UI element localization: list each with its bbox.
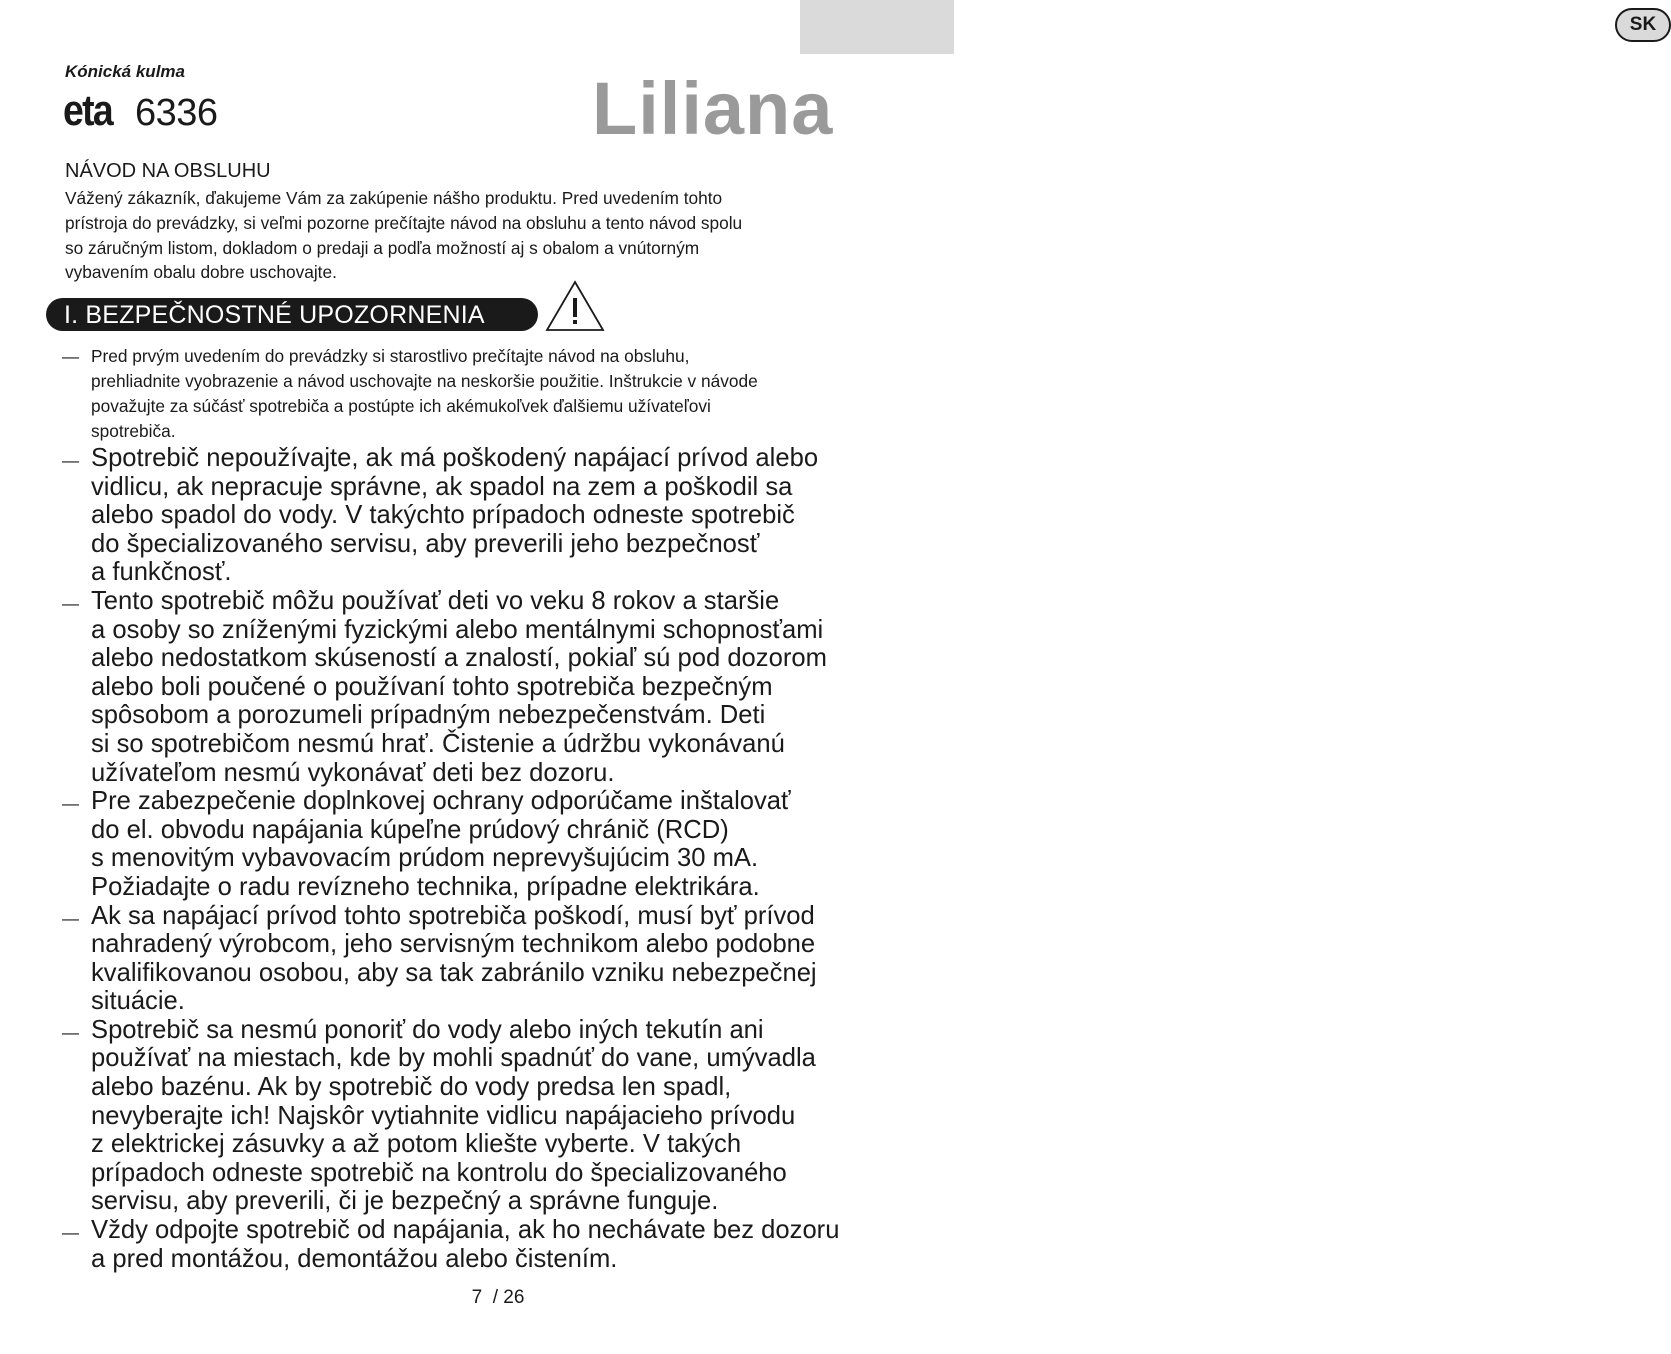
item-line: kvalifikovanou osobou, aby sa tak zabránilo vzniku nebezpečnej bbox=[91, 958, 817, 987]
bullet-dash: — bbox=[62, 1022, 79, 1042]
item-line: Tento spotrebič môžu používať deti vo veku 8 rokov a staršie bbox=[91, 586, 780, 615]
product-name: Liliana bbox=[592, 67, 834, 150]
item-line: alebo nedostatkom skúseností a znalostí, pokiaľ sú pod dozorom bbox=[91, 644, 827, 673]
item-line: a pred montážou, demontážou alebo čistením. bbox=[91, 1244, 618, 1273]
page-total: 26 bbox=[503, 1287, 525, 1308]
item-line: do el. obvodu napájania kúpeľne prúdový chránič (RCD) bbox=[91, 815, 729, 844]
item-line: nevyberajte ich! Najskôr vytiahnite vidlicu napájacieho prívodu bbox=[91, 1101, 796, 1130]
item-line: si so spotrebičom nesmú hrať. Čistenie a údržbu vykonávanú bbox=[91, 729, 785, 758]
intro-line: so záručným listom, dokladom o predaji a podľa možností aj s obalom a vnútorným bbox=[65, 237, 700, 258]
safety-heading: I. BEZPEČNOSTNÉ UPOZORNENIA bbox=[46, 298, 538, 331]
item-line: Spotrebič nepoužívajte, ak má poškodený napájací prívod alebo bbox=[91, 444, 819, 472]
item-line: Spotrebič sa nesmú ponoriť do vody alebo iných tekutín ani bbox=[91, 1015, 764, 1044]
safety-item bbox=[62, 344, 902, 444]
item-line: vidlicu, ak nepracuje správne, ak spadol na zem a poškodil sa bbox=[91, 472, 793, 501]
item-line: a funkčnosť. bbox=[91, 558, 232, 587]
page-number bbox=[0, 1287, 954, 1309]
brand-model bbox=[63, 86, 218, 138]
page-current: 7 bbox=[471, 1287, 483, 1308]
language-badge: SK bbox=[1615, 8, 1671, 42]
safety-list bbox=[62, 344, 902, 1273]
item-line: alebo bazénu. Ak by spotrebič do vody predsa len spadl, bbox=[91, 1073, 732, 1102]
item-line: alebo boli poučené o používaní tohto spotrebiča bezpečným bbox=[91, 672, 773, 701]
item-line: Pred prvým uvedením do prevádzky si starostlivo prečítajte návod na obsluhu, bbox=[91, 346, 690, 366]
item-line: Vždy odpojte spotrebič od napájania, ak ho nechávate bez dozoru bbox=[91, 1216, 840, 1245]
item-line: užívateľom nesmú vykonávať deti bez dozoru. bbox=[91, 758, 615, 787]
manual-section-label: NÁVOD NA OBSLUHU bbox=[65, 160, 271, 182]
item-line: servisu, aby preverili, či je bezpečný a správne funguje. bbox=[91, 1187, 719, 1216]
safety-item bbox=[62, 902, 902, 1016]
item-line: do špecializovaného servisu, aby preverili jeho bezpečnosť bbox=[91, 529, 760, 558]
bullet-dash: — bbox=[62, 908, 79, 928]
bullet-dash: — bbox=[62, 593, 79, 613]
bullet-dash: — bbox=[62, 451, 79, 470]
intro-line: Vážený zákazník, ďakujeme Vám za zakúpenie nášho produktu. Pred uvedením tohto bbox=[65, 188, 723, 208]
safety-item bbox=[62, 444, 902, 587]
item-line: s menovitým vybavovacím prúdom neprevyšujúcim 30 mA. bbox=[91, 844, 759, 873]
item-line: situácie. bbox=[91, 987, 185, 1016]
safety-item bbox=[62, 587, 902, 787]
intro-paragraph bbox=[65, 186, 885, 285]
item-line: Ak sa napájací prívod tohto spotrebiča poškodí, musí byť prívod bbox=[91, 901, 815, 930]
intro-line: prístroja do prevádzky, si veľmi pozorne prečítajte návod na obsluhu a tento návod spolu bbox=[65, 212, 743, 233]
product-type: Kónická kulma bbox=[65, 62, 185, 81]
model-number: 6336 bbox=[135, 92, 218, 134]
item-line: Pre zabezpečenie doplnkovej ochrany odporúčame inštalovať bbox=[91, 787, 791, 816]
item-line: z elektrickej zásuvky a až potom kliešte vyberte. V takých bbox=[91, 1130, 742, 1159]
intro-line: vybavením obalu dobre uschovajte. bbox=[65, 262, 337, 283]
item-line: a osoby so zníženými fyzickými alebo mentálnymi schopnosťami bbox=[91, 615, 824, 644]
safety-item bbox=[62, 1016, 902, 1216]
brand-logo: eta bbox=[63, 86, 112, 135]
item-line: nahradený výrobcom, jeho servisným technikom alebo podobne bbox=[91, 930, 816, 959]
language-tab bbox=[800, 0, 1657, 54]
item-line: spotrebiča. bbox=[91, 421, 176, 441]
item-line: prípadoch odneste spotrebič na kontrolu do špecializovaného bbox=[91, 1158, 787, 1187]
bullet-dash: — bbox=[62, 347, 79, 366]
item-line: prehliadnite vyobrazenie a návod uschovajte na neskoršie použitie. Inštrukcie v návode bbox=[91, 371, 758, 391]
page-separator: / bbox=[492, 1287, 498, 1308]
bullet-dash: — bbox=[62, 1223, 79, 1243]
item-line: spôsobom a porozumeli prípadným nebezpečenstvám. Deti bbox=[91, 701, 766, 730]
item-line: alebo spadol do vody. V takýchto prípadoch odneste spotrebič bbox=[91, 501, 795, 530]
item-line: považujte za súčásť spotrebiča a postúpte ich akémukoľvek ďalšiemu užívateľovi bbox=[91, 396, 711, 416]
warning-triangle-icon bbox=[545, 280, 605, 332]
bullet-dash: — bbox=[62, 794, 79, 814]
item-line: používať na miestach, kde by mohli spadnúť do vane, umývadla bbox=[91, 1044, 816, 1073]
safety-item bbox=[62, 787, 902, 901]
item-line: Požiadajte o radu revízneho technika, prípadne elektrikára. bbox=[91, 872, 760, 901]
safety-item bbox=[62, 1216, 902, 1273]
